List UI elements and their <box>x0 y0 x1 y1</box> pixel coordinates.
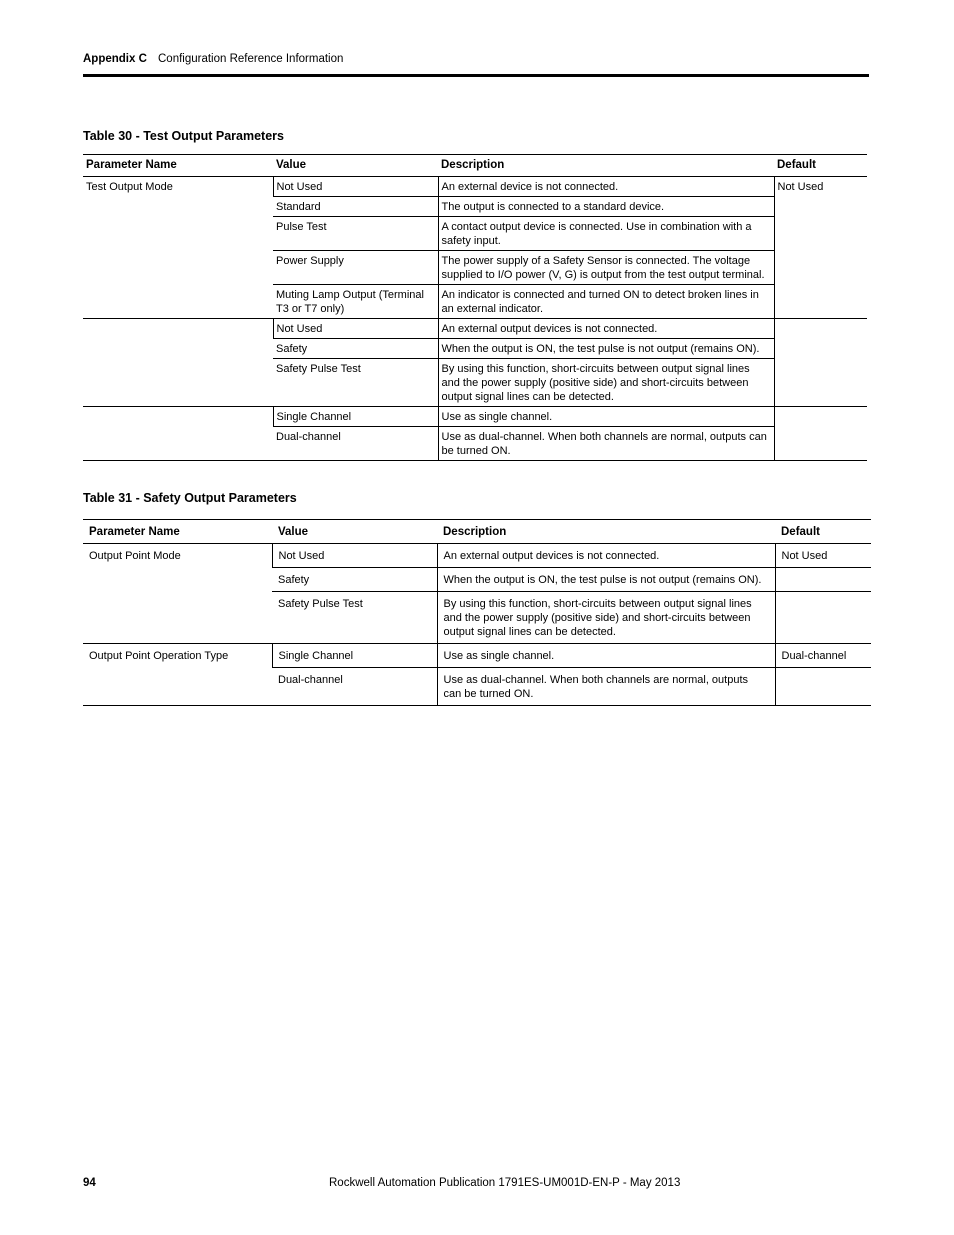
table-header-row <box>83 520 871 544</box>
value-cell: Safety <box>272 568 437 592</box>
description-cell: Use as single channel. <box>438 407 774 427</box>
default-cell: Not Used <box>774 177 867 319</box>
header-title: Configuration Reference Information <box>158 53 344 65</box>
description-cell: An indicator is connected and turned ON to detect broken lines in an external indicator. <box>438 285 774 319</box>
table-row <box>83 644 871 668</box>
value-cell: Dual-channel <box>272 668 437 706</box>
table-header-row <box>83 155 867 177</box>
description-cell: When the output is ON, the test pulse is not output (remains ON). <box>438 339 774 359</box>
header-rule <box>83 74 869 77</box>
value-cell: Power Supply <box>273 251 438 285</box>
value-cell: Not Used <box>273 319 438 339</box>
description-cell: An external output devices is not connected. <box>437 544 775 568</box>
table-row <box>83 407 867 427</box>
table-row <box>83 177 867 197</box>
value-cell: Pulse Test <box>273 217 438 251</box>
parameter-name-cell <box>83 319 273 407</box>
parameter-name-cell: Output Point Mode <box>83 544 272 644</box>
column-header: Parameter Name <box>83 520 272 544</box>
default-cell: Not Used <box>775 544 871 568</box>
value-cell: Single Channel <box>272 644 437 668</box>
default-cell <box>774 319 867 407</box>
table-row <box>83 544 871 568</box>
description-cell: The output is connected to a standard device. <box>438 197 774 217</box>
column-header: Default <box>774 155 867 177</box>
description-cell: When the output is ON, the test pulse is not output (remains ON). <box>437 568 775 592</box>
parameter-name-cell: Test Output Mode <box>83 177 273 319</box>
description-cell: An external device is not connected. <box>438 177 774 197</box>
value-cell: Single Channel <box>273 407 438 427</box>
description-cell: A contact output device is connected. Use in combination with a safety input. <box>438 217 774 251</box>
table-31-caption: Table 31 - Safety Output Parameters <box>83 491 297 505</box>
value-cell: Muting Lamp Output (Terminal T3 or T7 only) <box>273 285 438 319</box>
default-cell: Dual-channel <box>775 644 871 668</box>
description-cell: An external output devices is not connected. <box>438 319 774 339</box>
parameter-name-cell <box>83 407 273 461</box>
running-header <box>83 53 344 65</box>
column-header: Parameter Name <box>83 155 273 177</box>
value-cell: Not Used <box>273 177 438 197</box>
default-cell <box>774 407 867 461</box>
default-cell <box>775 592 871 644</box>
description-cell: Use as dual-channel. When both channels are normal, outputs can be turned ON. <box>438 427 774 461</box>
test-output-parameters-table <box>83 154 867 461</box>
value-cell: Safety <box>273 339 438 359</box>
value-cell: Not Used <box>272 544 437 568</box>
column-header: Description <box>438 155 774 177</box>
page-number: 94 <box>83 1177 96 1189</box>
default-cell <box>775 568 871 592</box>
value-cell: Standard <box>273 197 438 217</box>
description-cell: The power supply of a Safety Sensor is connected. The voltage supplied to I/O power (V, G) is output from the test output terminal. <box>438 251 774 285</box>
appendix-label: Appendix C <box>83 53 147 65</box>
description-cell: Use as dual-channel. When both channels are normal, outputs can be turned ON. <box>437 668 775 706</box>
publication-info: Rockwell Automation Publication 1791ES-UM001D-EN-P - May 2013 <box>329 1177 681 1189</box>
description-cell: By using this function, short-circuits between output signal lines and the power supply (positive side) and short-circuits between output signal lines can be detected. <box>437 592 775 644</box>
table-row <box>83 319 867 339</box>
description-cell: Use as single channel. <box>437 644 775 668</box>
value-cell: Dual-channel <box>273 427 438 461</box>
safety-output-parameters-table <box>83 519 871 706</box>
value-cell: Safety Pulse Test <box>272 592 437 644</box>
column-header: Value <box>273 155 438 177</box>
value-cell: Safety Pulse Test <box>273 359 438 407</box>
description-cell: By using this function, short-circuits between output signal lines and the power supply (positive side) and short-circuits between output signal lines can be detected. <box>438 359 774 407</box>
column-header: Value <box>272 520 437 544</box>
column-header: Description <box>437 520 775 544</box>
parameter-name-cell: Output Point Operation Type <box>83 644 272 706</box>
default-cell <box>775 668 871 706</box>
column-header: Default <box>775 520 871 544</box>
table-30-caption: Table 30 - Test Output Parameters <box>83 129 284 143</box>
